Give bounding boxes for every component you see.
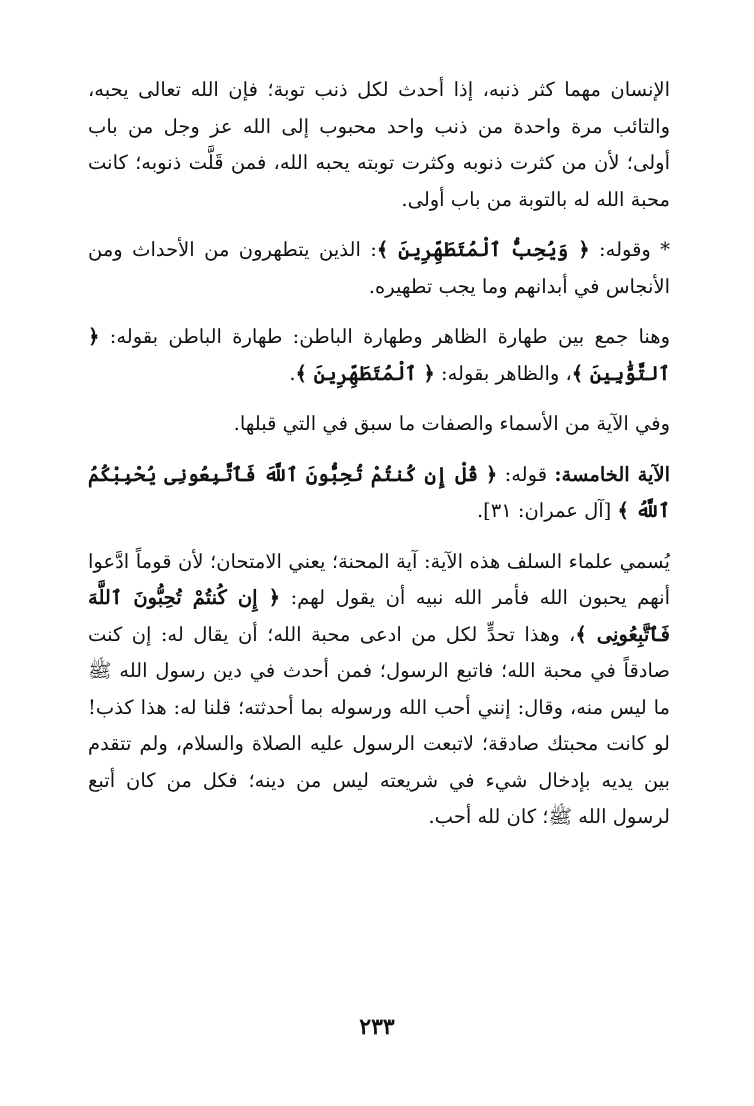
bullet-label: * وقوله:: [599, 238, 670, 261]
paragraph-verse-of-trial: [88, 544, 670, 836]
quran-quote: ﴿ ٱلتَّوَّٰبِينَ ﴾: [88, 325, 670, 385]
quran-quote: ﴿ إِن كُنتُمْ تُحِبُّونَ ٱللَّهَ فَٱتَّبِعُونِى ﴾: [88, 586, 670, 646]
paragraph-text: : الذين يتطهرون من الأحداث ومن الأنجاس في أبدانهم وما يجب تطهيره.: [88, 238, 670, 298]
paragraph-text: ، والظاهر بقوله:: [441, 361, 572, 385]
paragraph-text: يُسمي علماء السلف هذه الآية: آية المحنة؛ يعني الامتحان؛ لأن قوماً ادَّعوا أنهم يحبون الله فأمر الله نبيه أن يقول لهم:: [88, 549, 670, 609]
paragraph-text: وهنا جمع بين طهارة الظاهر وطهارة الباطن: طهارة الباطن بقوله:: [109, 325, 670, 348]
page-number: ٢٣٣: [359, 1014, 395, 1040]
paragraph-text: ، وهذا تحدٍّ لكل من ادعى محبة الله؛ أن يقال له: إن كنت صادقاً في محبة الله؛ فاتبع الرسول؛ فمن أحدث في دين رسول الله ﷺ ما ليس منه، وقال: إنني أحب الله ورسوله بما أحدثته؛ قلنا له: هذا كذب! لو كانت محبتك صادقة؛ لاتبعت الرسول عليه الصلاة والسلام، ولم تتقدم بين يديه بإدخال شيء في شريعته ليس من دينه؛ فكل من كان أتبع لرسول الله ﷺ؛ كان لله أحب.: [88, 622, 670, 828]
paragraph-text: .: [289, 361, 296, 385]
quran-quote: ﴿ ٱلْمُتَطَهِّرِينَ ﴾: [295, 361, 435, 385]
paragraph-inner-outer: [88, 319, 670, 392]
verse-reference: [آل عمران: ٣١].: [476, 499, 612, 522]
page-body: [88, 72, 670, 836]
paragraph-purification: [88, 232, 670, 305]
quran-quote: ﴿ قُلْ إِن كُنتُمْ تُحِبُّونَ ٱللَّهَ فَٱتَّبِعُونِى يُحْبِبْكُمُ ٱللَّهُ ﴾: [88, 462, 670, 522]
quran-quote: ﴿ وَيُحِبُّ ٱلْمُتَطَهِّرِينَ ﴾: [376, 238, 590, 261]
paragraph-text: قوله:: [504, 462, 548, 486]
paragraph-names-attributes: [88, 406, 670, 443]
paragraph-repentance: [88, 72, 670, 218]
paragraph-fifth-verse: [88, 457, 670, 530]
paragraph-text: الإنسان مهما كثر ذنبه، إذا أحدث لكل ذنب توبة؛ فإن الله تعالى يحبه، والتائب مرة واحدة من ذنب واحد محبوب إلى الله عز وجل من باب أولى؛ لأن من كثرت ذنوبه وكثرت توبته يحبه الله، فمن قَلَّت ذنوبه؛ كانت محبة الله له بالتوبة من باب أولى.: [88, 78, 670, 211]
paragraph-text: وفي الآية من الأسماء والصفات ما سبق في التي قبلها.: [233, 412, 670, 435]
section-heading: الآية الخامسة:: [554, 462, 671, 486]
